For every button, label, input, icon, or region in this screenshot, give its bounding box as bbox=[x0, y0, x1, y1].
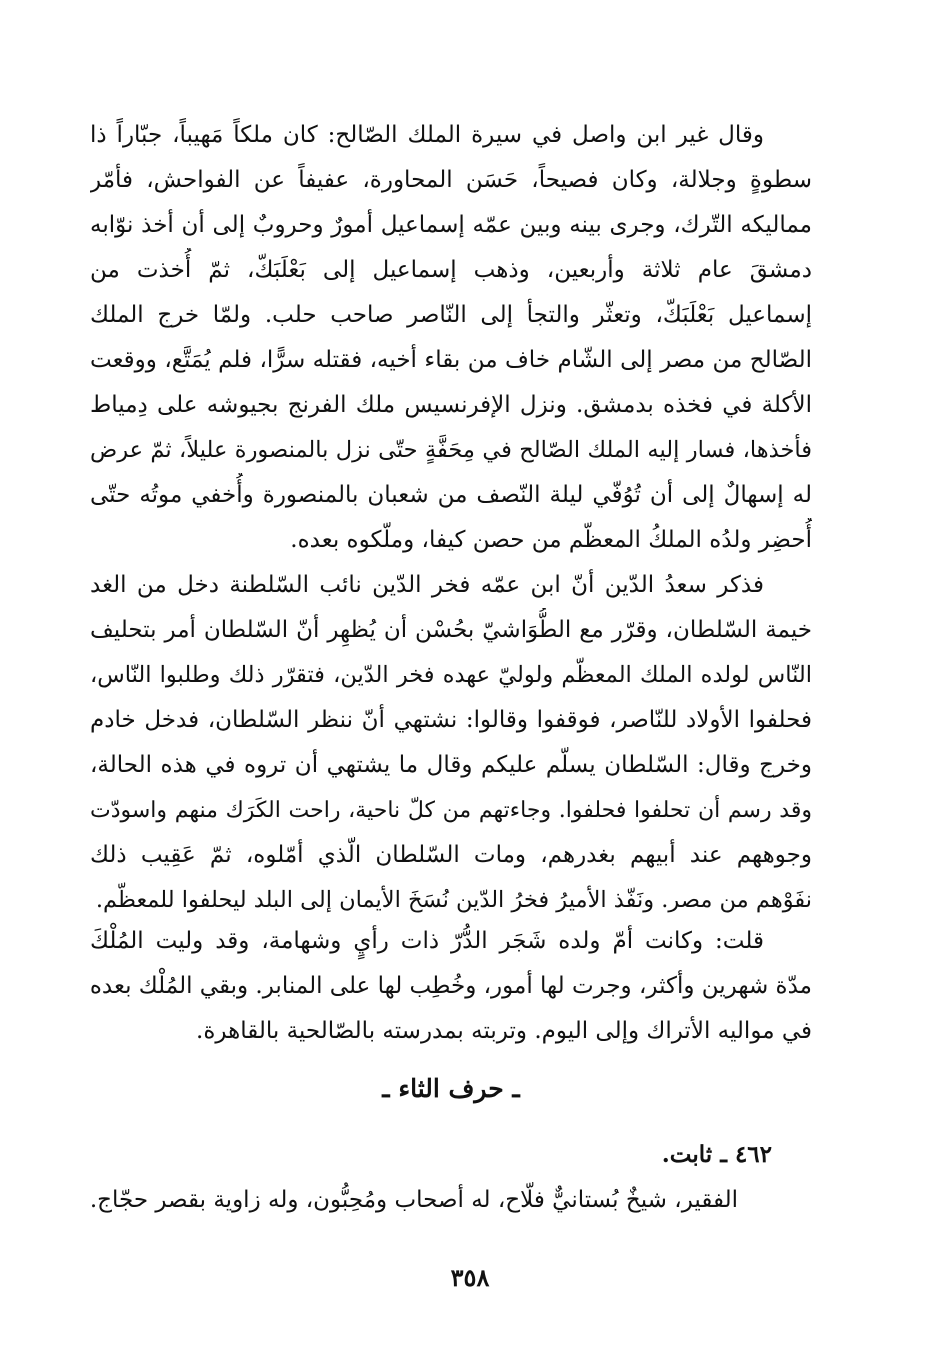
text-line: سطوةٍ وجلالة، وكان فصيحاً، حَسَن المحاورة، عفيفاً عن الفواحش، فأمّر bbox=[90, 167, 812, 193]
entry-title: ٤٦٢ ـ ثابت. bbox=[661, 1141, 772, 1168]
section-heading: ـ حرف الثاء ـ bbox=[382, 1074, 520, 1103]
text-line: فذكر سعدُ الدّين أنّ ابن عمّه فخر الدّين نائب السّلطنة دخل من الغد bbox=[90, 572, 764, 598]
paragraph-3 bbox=[90, 919, 812, 1054]
text-line: فحلفوا الأولاد للنّاصر، فوقفوا وقالوا: نشتهي أنّ ننظر السّلطان، فدخل خادم bbox=[90, 707, 812, 733]
text-line: فأخذها، فسار إليه الملك الصّالح في مِحَفَّةٍ حتّى نزل بالمنصورة عليلاً، ثمّ عرض bbox=[90, 437, 812, 463]
page-number: ٣٥٨ bbox=[450, 1263, 490, 1292]
text-line: خيمة السّلطان، وقرّر مع الطُّوَاشيّ بحُسْن أن يُظهِر أنّ السّلطان أمر بتحليف bbox=[90, 617, 812, 643]
text-line: الأكلة في فخذه بدمشق. ونزل الإفرنسيس ملك الفرنج بجيوشه على دِمياط bbox=[90, 392, 812, 418]
text-line: نفَوْهم من مصر. ونَفّذ الأميرُ فخرُ الدّين نُسَخَ الأيمان إلى البلد ليحلفوا للمعظّم. bbox=[95, 887, 812, 913]
text-line: إسماعيل بَعْلَبَكّ، وتعثّر والتجأ إلى النّاصر صاحب حلب. ولمّا خرج الملك bbox=[90, 302, 812, 328]
text-line: الصّالح من مصر إلى الشّام خاف من بقاء أخيه، فقتله سرًّا، فلم يُمَتَّع، ووقعت bbox=[90, 347, 812, 373]
text-line: النّاس لولده الملك المعظّم ولوليّ عهده فخر الدّين، فتقرّر ذلك وطلبوا النّاس، bbox=[90, 662, 812, 688]
text-line: مماليكه التّرك، وجرى بينه وبين عمّه إسماعيل أمورٌ وحروبٌ إلى أن أخذ نوّابه bbox=[90, 212, 812, 238]
paragraph-2 bbox=[90, 563, 812, 923]
paragraph-1 bbox=[90, 113, 812, 563]
text-line: وجوههم عند أبيهم بغدرهم، ومات السّلطان الّذي أمّلوه، ثمّ عَقِيب ذلك bbox=[90, 842, 812, 868]
text-line: وخرج وقال: السّلطان يسلّم عليكم وقال ما يشتهي أن تروه في هذه الحالة، bbox=[90, 752, 812, 778]
text-line: دمشقَ عام ثلاثة وأربعين، وذهب إسماعيل إلى بَعْلَبَكّ، ثمّ أُخذت من bbox=[90, 257, 812, 283]
text-line: وقال غير ابن واصل في سيرة الملك الصّالح: كان ملكاً مَهيباً، جبّاراً ذا bbox=[90, 122, 764, 148]
text-line: وقد رسم أن تحلفوا فحلفوا. وجاءتهم من كلّ ناحية، راحت الكَرَك منهم واسودّت bbox=[90, 798, 812, 823]
text-line: في مواليه الأتراك وإلى اليوم. وتربته بمدرسته بالصّالحية بالقاهرة. bbox=[196, 1018, 812, 1044]
text-line: له إسهالٌ إلى أن تُوُفّي ليلة النّصف من شعبان بالمنصورة وأُخفي موتُه حتّى bbox=[90, 482, 812, 508]
text-line: قلت: وكانت أمّ ولده شَجَر الدُّرّ ذات رأيٍ وشهامة، وقد وليت المُلْكَ bbox=[90, 928, 764, 954]
text-line: مدّة شهرين وأكثر، وجرت لها أمور، وخُطِب لها على المنابر. وبقي المُلْك بعده bbox=[90, 973, 812, 999]
entry-text: الفقير، شيخٌ بُستانيٌّ فلّاح، له أصحاب ومُحِبُّون، وله زاوية بقصر حجّاج. bbox=[89, 1187, 738, 1213]
text-line: أُحضِر ولدُه الملكُ المعظّم من حصن كيفا، وملّكوه بعده. bbox=[290, 527, 812, 553]
